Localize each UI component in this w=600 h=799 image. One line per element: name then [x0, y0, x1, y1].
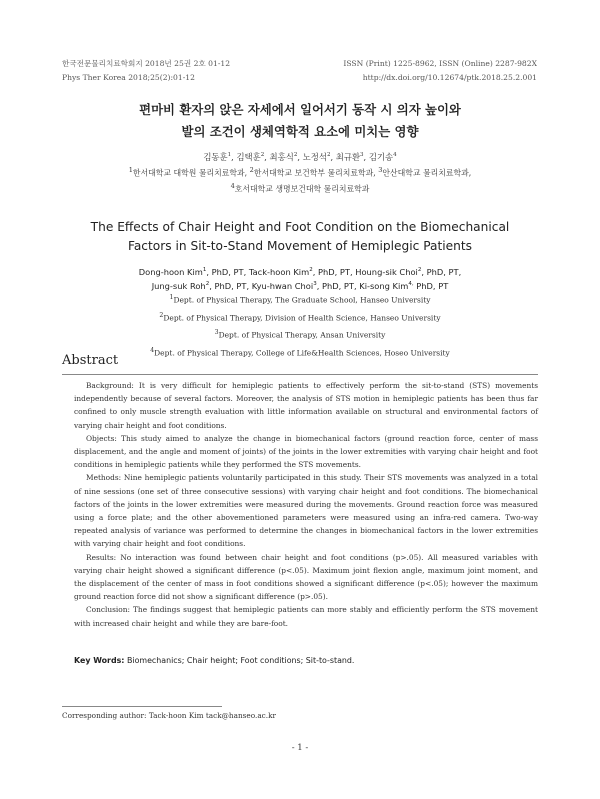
english-affiliation: $^4$Dept. of Physical Therapy, College of Life&Health Sciences, Hoseo University [150, 346, 450, 357]
doi-link[interactable]: http://dx.doi.org/10.12674/ptk.2018.25.2.001 [362, 73, 537, 82]
abstract-body [74, 379, 538, 630]
korean-affiliations [40, 164, 560, 196]
abstract-objects: Objects: This study aimed to analyze the change in biomechanical factors (ground reaction force, center of mass displacement, and the angle and moment of joints) of the joints in the lower extremities with varying chair height and foot conditions in hemiplegic patients while they performed the STS movements. [74, 433, 538, 470]
abstract-results: Results: No interaction was found between chair height and foot conditions (p>.05). All measured variables with varying chair height showed a significant difference (p<.05). Maximum joint flexion angle, maximum joint moment, and the displacement of the center of mass in foot conditions showed a significant difference (p<.05); however the maximum ground reaction force did not show a significant difference (p>.05). [74, 552, 538, 602]
korean-title-line-2: 발의 조건이 생체역학적 요소에 미치는 영향 [181, 124, 419, 139]
journal-citation: Phys Ther Korea 2018;25(2):01-12 [62, 73, 195, 82]
korean-title-line-1: 편마비 환자의 앉은 자세에서 일어서기 동작 시 의자 높이와 [139, 102, 461, 117]
korean-author: 김택훈$^2$ [236, 152, 265, 162]
korean-affiliation-line-2: $^4$호서대학교 생명보건대학 물리치료학과 [230, 182, 370, 194]
english-author-line-1: Dong-hoon Kim$^1$, PhD, PT, Tack-hoon Kim$^2$, PhD, PT, Houng-sik Choi$^2$, PhD, PT, [138, 267, 462, 277]
korean-author: 노정석$^2$ [302, 152, 331, 162]
abstract-background: Background: It is very difficult for hemiplegic patients to effectively perform the sit-to-stand (STS) movements independently because of several factors. Moreover, the analysis of STS motion in hemiplegic patients has been thus far confined to only muscle strength evaluation with little information available on structural and environmental factors of varying chair height and foot conditions. [74, 381, 538, 430]
english-affiliation: $^3$Dept. of Physical Therapy, Ansan University [214, 329, 386, 340]
korean-affiliation-line-1: $^1$한서대학교 대학원 물리치료학과, $^2$한서대학교 보건학부 물리치료학과, $^3$안산대학교 물리치료학과, [128, 166, 472, 178]
abstract-methods: Methods: Nine hemiplegic patients voluntarily participated in this study. Their STS movements was analyzed in a total of nine sessions (one set of three consecutive sessions) with varying chair height and foot conditions. The biomechanical factors of the joints in the lower extremities were measured during the movements. Ground reaction force was measured using a force plate; and the other abovementioned parameters were measured using an infra-red camera. Two-way repeated analysis of variance was performed to determine the changes in biomechanical factors in the lower extremities with varying chair height and foot conditions. [74, 473, 538, 549]
keywords-text: Biomechanics; Chair height; Foot conditions; Sit-to-stand. [124, 656, 355, 665]
keywords [74, 656, 354, 665]
korean-author: 김기송$^4$ [368, 152, 397, 162]
page-number: - 1 - [291, 743, 309, 753]
korean-author: 최규환$^3$ [335, 152, 364, 162]
korean-title [40, 99, 560, 143]
journal-name-korean: 한국전문물리치료학회지 2018년 25권 2호 01-12 [62, 59, 231, 68]
english-author-line-2: Jung-suk Roh$^2$, PhD, PT, Kyu-hwan Choi$^3$, PhD, PT, Ki-song Kim$^{4,}$ PhD, PT [151, 281, 449, 291]
korean-author: 최홍식$^2$ [269, 152, 298, 162]
english-author-list [60, 265, 540, 293]
corresponding-author: Corresponding author: Tack-hoon Kim tack@hanseo.ac.kr [62, 711, 276, 720]
english-title-line-1: The Effects of Chair Height and Foot Condition on the Biomechanical [90, 220, 510, 234]
english-affiliation: $^2$Dept. of Physical Therapy, Division of Health Science, Hanseo University [159, 311, 441, 322]
keywords-label: Key Words: [74, 656, 125, 665]
journal-header-right [343, 57, 537, 85]
abstract-heading: Abstract [62, 353, 119, 368]
korean-author: 김동훈$^1$ [203, 152, 232, 162]
abstract-divider [62, 374, 538, 375]
english-affiliations [40, 290, 560, 360]
issn: ISSN (Print) 1225-8962, ISSN (Online) 2287-982X [343, 59, 537, 68]
abstract-conclusion: Conclusion: The findings suggest that hemiplegic patients can more stably and efficiently perform the STS movement with increased chair height and while they are bare-foot. [74, 605, 538, 628]
english-affiliation: $^1$Dept. of Physical Therapy, The Graduate School, Hanseo University [169, 294, 431, 305]
korean-author-list: 김동훈$^1$, 김택훈$^2$, 최홍식$^2$, 노정석$^2$, 최규환$^3$, 김기송$^4$ [203, 152, 397, 162]
journal-header-left [62, 57, 230, 85]
footnote-divider [62, 706, 222, 707]
english-title [30, 218, 570, 256]
english-title-line-2: Factors in Sit-to-Stand Movement of Hemiplegic Patients [127, 239, 473, 253]
